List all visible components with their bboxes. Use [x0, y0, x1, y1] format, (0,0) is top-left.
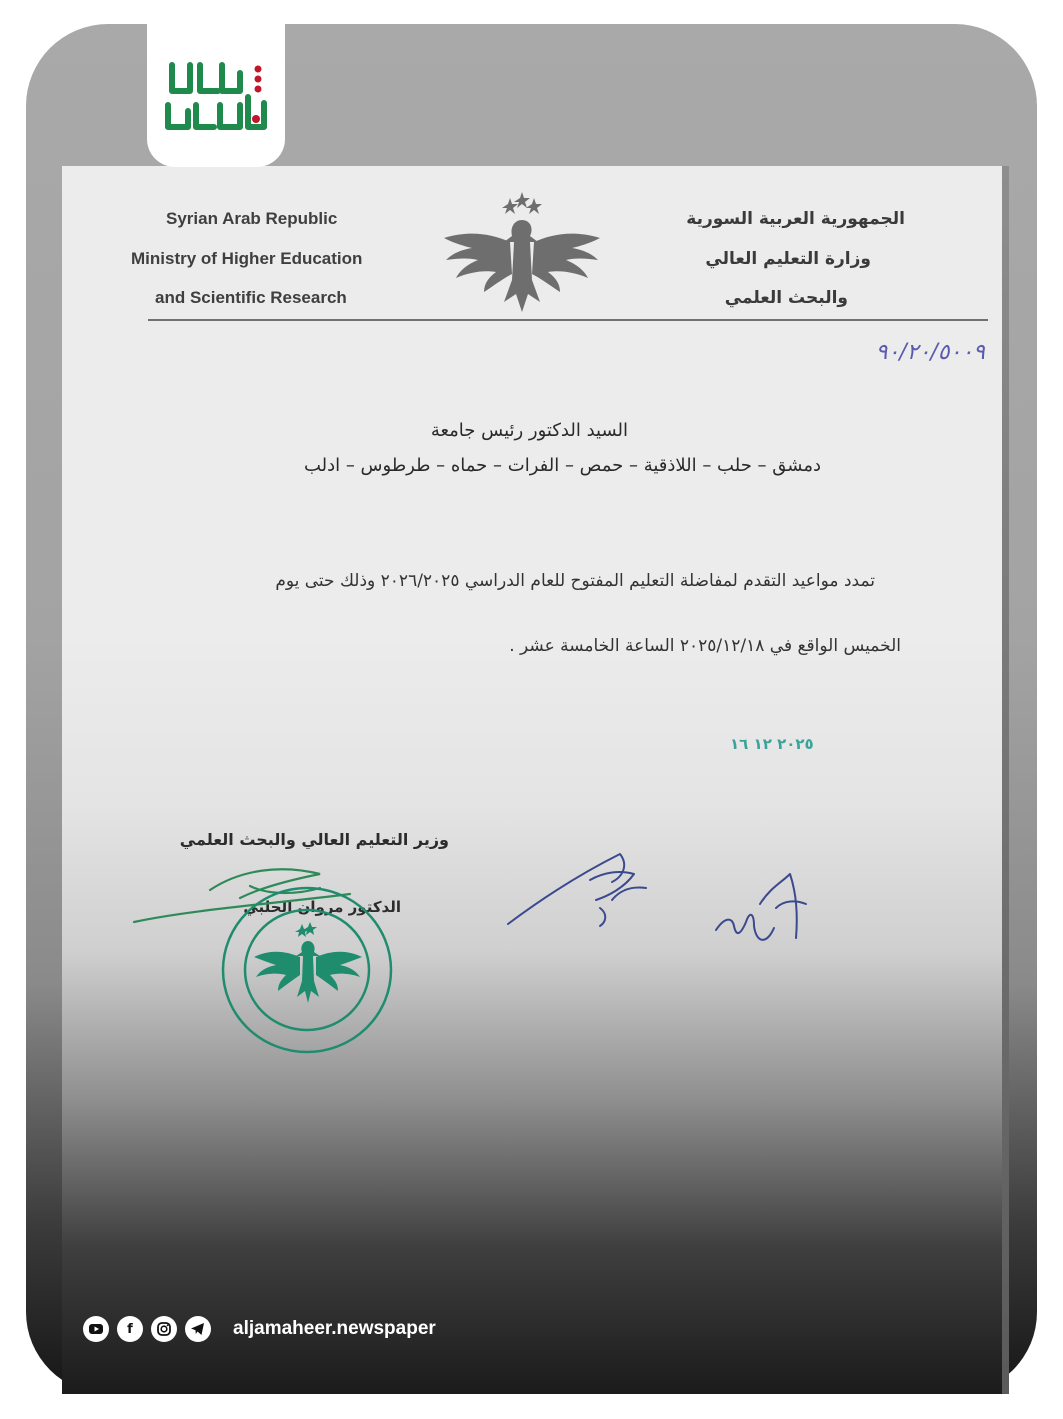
body-line2: الخميس الواقع في ٢٠٢٥/١٢/١٨ الساعة الخامسة عشر .: [509, 636, 901, 656]
aljamaheer-logo-icon: [160, 57, 272, 135]
document-paper: [62, 166, 1002, 1394]
letterhead-en-line1: Syrian Arab Republic: [166, 209, 338, 228]
date-stamp: ٢٠٢٥ ١٢ ١٦: [730, 735, 814, 753]
social-handle[interactable]: aljamaheer.newspaper: [233, 1318, 436, 1339]
telegram-icon[interactable]: [185, 1316, 211, 1342]
minister-name: الدكتور مروان الحلبي: [243, 898, 401, 916]
social-bar: [83, 1316, 436, 1342]
addressee-line2: دمشق – حلب – اللاذقية – حمص – الفرات – حماه – طرطوس – ادلب: [303, 455, 821, 476]
letterhead-en-line2: Ministry of Higher Education: [131, 249, 363, 268]
addressee-line1: السيد الدكتور رئيس جامعة: [430, 420, 628, 441]
letterhead-en-line3: and Scientific Research: [155, 288, 347, 307]
minister-title: وزير التعليم العالي والبحث العلمي: [179, 830, 449, 849]
letterhead-divider: [148, 319, 988, 321]
official-seal: [220, 885, 395, 1055]
letterhead-ar-line3: والبحث العلمي: [724, 288, 848, 308]
body-line1: تمدد مواعيد التقدم لمفاضلة التعليم المفتوح للعام الدراسي ٢٠٢٦/٢٠٢٥ وذلك حتى يوم: [275, 571, 875, 591]
handwritten-initials: [500, 830, 850, 970]
logo-badge[interactable]: [147, 24, 285, 167]
letterhead-ar-line1: الجمهورية العربية السورية: [686, 209, 905, 229]
eagle-emblem-icon: [440, 190, 604, 320]
facebook-icon[interactable]: f: [117, 1316, 143, 1342]
instagram-icon[interactable]: [151, 1316, 177, 1342]
youtube-icon[interactable]: [83, 1316, 109, 1342]
reference-number: ٩٠/٢٠/٥٠٠٩: [875, 340, 985, 365]
letterhead-ar-line2: وزارة التعليم العالي: [705, 249, 871, 269]
eagle-seal-icon: [254, 922, 362, 1003]
